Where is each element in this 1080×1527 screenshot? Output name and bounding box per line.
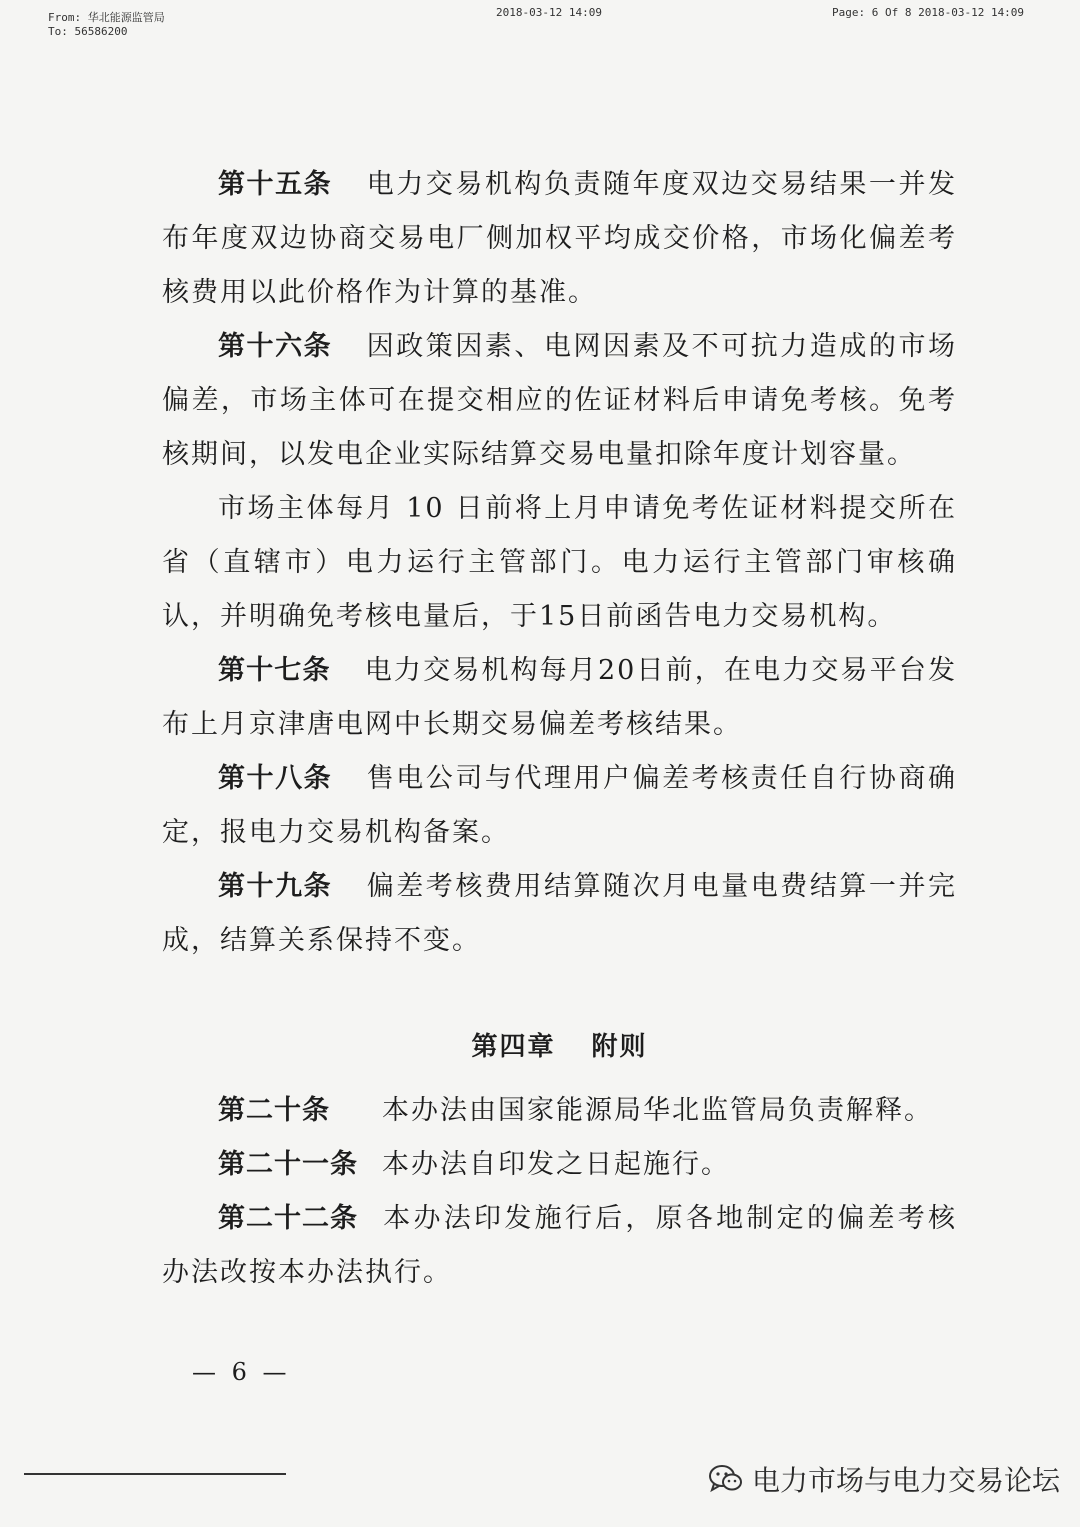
fax-from: From: 华北能源监管局 [48, 11, 165, 24]
page-number: — 6 — [192, 1358, 291, 1386]
article-21 [162, 1138, 957, 1192]
article-label: 第二十二条 [218, 1203, 358, 1234]
article-label: 第十九条 [218, 871, 333, 902]
watermark [708, 1457, 1060, 1501]
article-22 [162, 1192, 957, 1300]
article-label: 第二十一条 [218, 1149, 358, 1180]
article-text: 售电公司与代理用户偏差考核责任自行协商确定，报电力交易机构备案。 [162, 763, 958, 848]
article-label: 第二十条 [218, 1095, 330, 1126]
article-17 [162, 644, 957, 752]
article-text: 电力交易机构每月20日前，在电力交易平台发布上月京津唐电网中长期交易偏差考核结果。 [162, 655, 957, 740]
article-16 [162, 320, 957, 482]
article-20 [162, 1084, 957, 1138]
chapter-heading [162, 1020, 957, 1074]
watermark-text: 电力市场与电力交易论坛 [752, 1464, 1061, 1497]
footer-divider [24, 1473, 286, 1475]
article-19 [162, 860, 957, 968]
fax-date: 2018-03-12 14:09 [496, 6, 602, 19]
article-text: 本办法由国家能源局华北监管局负责解释。 [382, 1095, 933, 1126]
article-15 [162, 158, 957, 320]
article-16-continuation [162, 482, 957, 644]
article-text: 本办法印发施行后，原各地制定的偏差考核办法改按本办法执行。 [162, 1203, 957, 1288]
article-text: 市场主体每月 10 日前将上月申请免考佐证材料提交所在省（直辖市）电力运行主管部门。电力运行主管部门审核确认，并明确免考核电量后，于15日前函告电力交易机构。 [162, 493, 957, 632]
fax-header [0, 0, 1080, 44]
document-body [162, 158, 957, 1300]
article-text: 本办法自印发之日起施行。 [382, 1149, 730, 1180]
article-label: 第十七条 [218, 655, 331, 686]
fax-page-info: Page: 6 Of 8 2018-03-12 14:09 [832, 6, 1025, 19]
article-label: 第十六条 [218, 331, 333, 362]
article-text: 电力交易机构负责随年度双边交易结果一并发布年度双边协商交易电厂侧加权平均成交价格，市场化偏差考核费用以此价格作为计算的基准。 [162, 169, 958, 308]
article-text: 偏差考核费用结算随次月电量电费结算一并完成，结算关系保持不变。 [162, 871, 958, 956]
article-text: 因政策因素、电网因素及不可抗力造成的市场偏差，市场主体可在提交相应的佐证材料后申请免考核。免考核期间，以发电企业实际结算交易电量扣除年度计划容量。 [162, 331, 958, 470]
fax-to: To: 56586200 [48, 25, 128, 38]
article-label: 第十八条 [218, 763, 333, 794]
chapter-title: 附则 [591, 1032, 648, 1062]
article-label: 第十五条 [218, 169, 333, 200]
article-18 [162, 752, 957, 860]
wechat-icon [708, 1463, 744, 1495]
chapter-number: 第四章 [471, 1032, 556, 1062]
